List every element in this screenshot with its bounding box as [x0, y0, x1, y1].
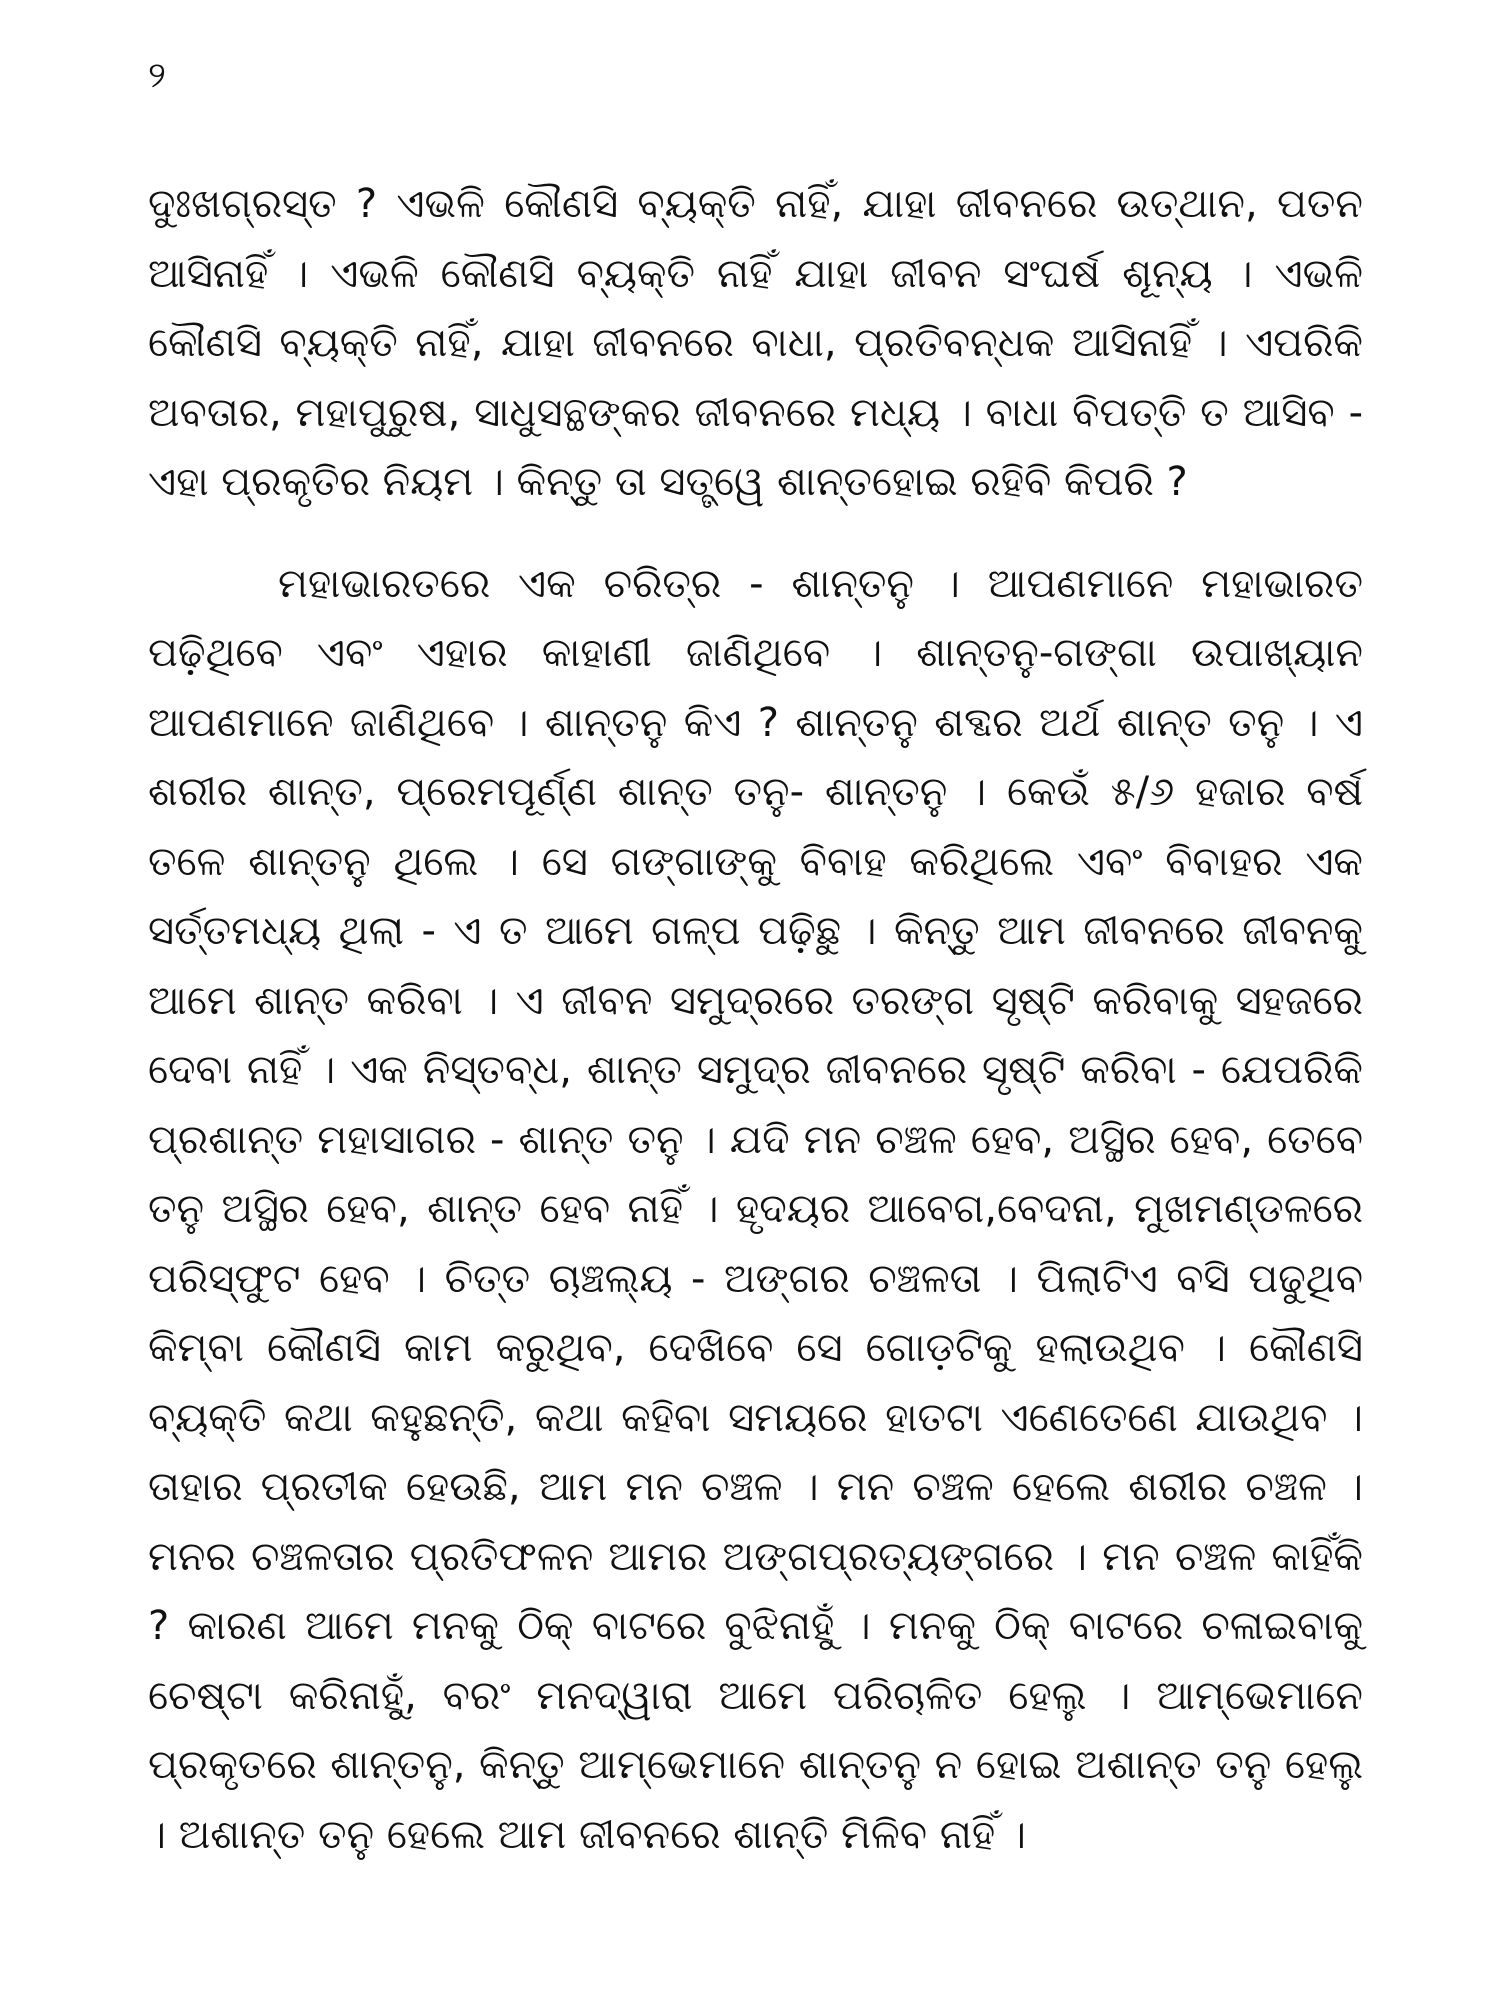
paragraph-2: ମହାଭାରତରେ ଏକ ଚରିତ୍ର - ଶାନ୍ତନୁ । ଆପଣମାନେ ମହାଭାରତ ପଢ଼ିଥିବେ ଏବଂ ଏହାର କାହାଣୀ ଜାଣିଥିବେ । ଶାନ୍ତନୁ-ଗଙ୍ଗା ଉପାଖ୍ୟାନ ଆପଣମାନେ ଜାଣିଥିବେ । ଶାନ୍ତନୁ କିଏ ? ଶାନ୍ତନୁ ଶବ୍ଦର ଅର୍ଥ ଶାନ୍ତ ତନୁ । ଏ ଶରୀର ଶାନ୍ତ, ପ୍ରେମପୂର୍ଣ୍ଣ ଶାନ୍ତ ତନୁ- ଶାନ୍ତନୁ । କେଉଁ ୫/୬ ହଜାର ବର୍ଷ ତଳେ ଶାନ୍ତନୁ ଥିଲେ । ସେ ଗଙ୍ଗାଙ୍କୁ ବିବାହ କରିଥିଲେ ଏବଂ ବିବାହର ଏକ ସର୍ତ୍ତମଧ୍ୟ ଥିଲା - ଏ ତ ଆମେ ଗଳ୍ପ ପଢ଼ିଛୁ । କିନ୍ତୁ ଆମ ଜୀବନରେ ଜୀବନକୁ ଆମେ ଶାନ୍ତ କରିବା । ଏ ଜୀବନ ସମୁଦ୍ରରେ ତରଙ୍ଗ ସୃଷ୍ଟି କରିବାକୁ ସହଜରେ ଦେବା ନାହିଁ । ଏକ ନିସ୍ତବ୍ଧ, ଶାନ୍ତ ସମୁଦ୍ର ଜୀବନରେ ସୃଷ୍ଟି କରିବା - ଯେପରିକି ପ୍ରଶାନ୍ତ ମହାସାଗର - ଶାନ୍ତ ତନୁ । ଯଦି ମନ ଚଞ୍ଚଳ ହେବ, ଅସ୍ଥିର ହେବ, ତେବେ ତନୁ ଅସ୍ଥିର ହେବ, ଶାନ୍ତ ହେବ ନାହିଁ । ହୃଦୟର ଆବେଗ,ବେଦନା, ମୁଖମଣ୍ଡଳରେ ପରିସ୍ଫୁଟ ହେବ । ଚିତ୍ତ ଚାଞ୍ଚଲ୍ୟ - ଅଙ୍ଗର ଚଞ୍ଚଳତା । ପିଲାଟିଏ ବସି ପଢୁଥିବ କିମ୍ବା କୌଣସି କାମ କରୁଥିବ, ଦେଖିବେ ସେ ଗୋଡ଼ଟିକୁ ହଲାଉଥିବ । କୌଣସି ବ୍ୟକ୍ତି କଥା କହୁଛନ୍ତି, କଥା କହିବା ସମୟରେ ହାତଟା ଏଣେତେଣେ ଯାଉଥିବ । ତାହାର ପ୍ରତୀକ ହେଉଛି, ଆମ ମନ ଚଞ୍ଚଳ । ମନ ଚଞ୍ଚଳ ହେଲେ ଶରୀର ଚଞ୍ଚଳ । ମନର ଚଞ୍ଚଳତାର ପ୍ରତିଫଳନ ଆମର ଅଙ୍ଗପ୍ରତ୍ୟଙ୍ଗରେ । ମନ ଚଞ୍ଚଳ କାହିଁକି ? କାରଣ ଆମେ ମନକୁ ଠିକ୍ ବାଟରେ ବୁଝିନାହୁଁ । ମନକୁ ଠିକ୍ ବାଟରେ ଚଳାଇବାକୁ ଚେଷ୍ଟା କରିନାହୁଁ, ବରଂ ମନଦ୍ୱାରା ଆମେ ପରିଚାଳିତ ହେଲୁ । ଆମ୍ଭେମାନେ ପ୍ରକୃତରେ ଶାନ୍ତନୁ, କିନ୍ତୁ ଆମ୍ଭେମାନେ ଶାନ୍ତନୁ ନ ହୋଇ ଅଶାନ୍ତ ତନୁ ହେଲୁ । ଅଶାନ୍ତ ତନୁ ହେଲେ ଆମ ଜୀବନରେ ଶାନ୍ତି ମିଳିବ ନାହିଁ । [148, 560, 1363, 1858]
body-text [148, 170, 1363, 1870]
paragraph-1: ଦୁଃଖଗ୍ରସ୍ତ ? ଏଭଳି କୌଣସି ବ୍ୟକ୍ତି ନାହିଁ, ଯାହା ଜୀବନରେ ଉତ୍‌ଥାନ, ପତନ ଆସିନାହିଁ । ଏଭଳି କୌଣସି ବ୍ୟକ୍ତି ନାହିଁ ଯାହା ଜୀବନ ସଂଘର୍ଷ ଶୂନ୍ୟ । ଏଭଳି କୌଣସି ବ୍ୟକ୍ତି ନାହିଁ, ଯାହା ଜୀବନରେ ବାଧା, ପ୍ରତିବନ୍ଧକ ଆସିନାହିଁ । ଏପରିକି ଅବତାର, ମହାପୁରୁଷ, ସାଧୁସନ୍ଥଙ୍କର ଜୀବନରେ ମଧ୍ୟ । ବାଧା ବିପତ୍ତି ତ ଆସିବ - ଏହା ପ୍ରକୃତିର ନିୟମ । କିନ୍ତୁ ତା ସତ୍ତ୍ୱେ ଶାନ୍ତହୋଇ ରହିବି କିପରି ? [148, 181, 1363, 505]
page-number: ୨ [148, 55, 166, 96]
